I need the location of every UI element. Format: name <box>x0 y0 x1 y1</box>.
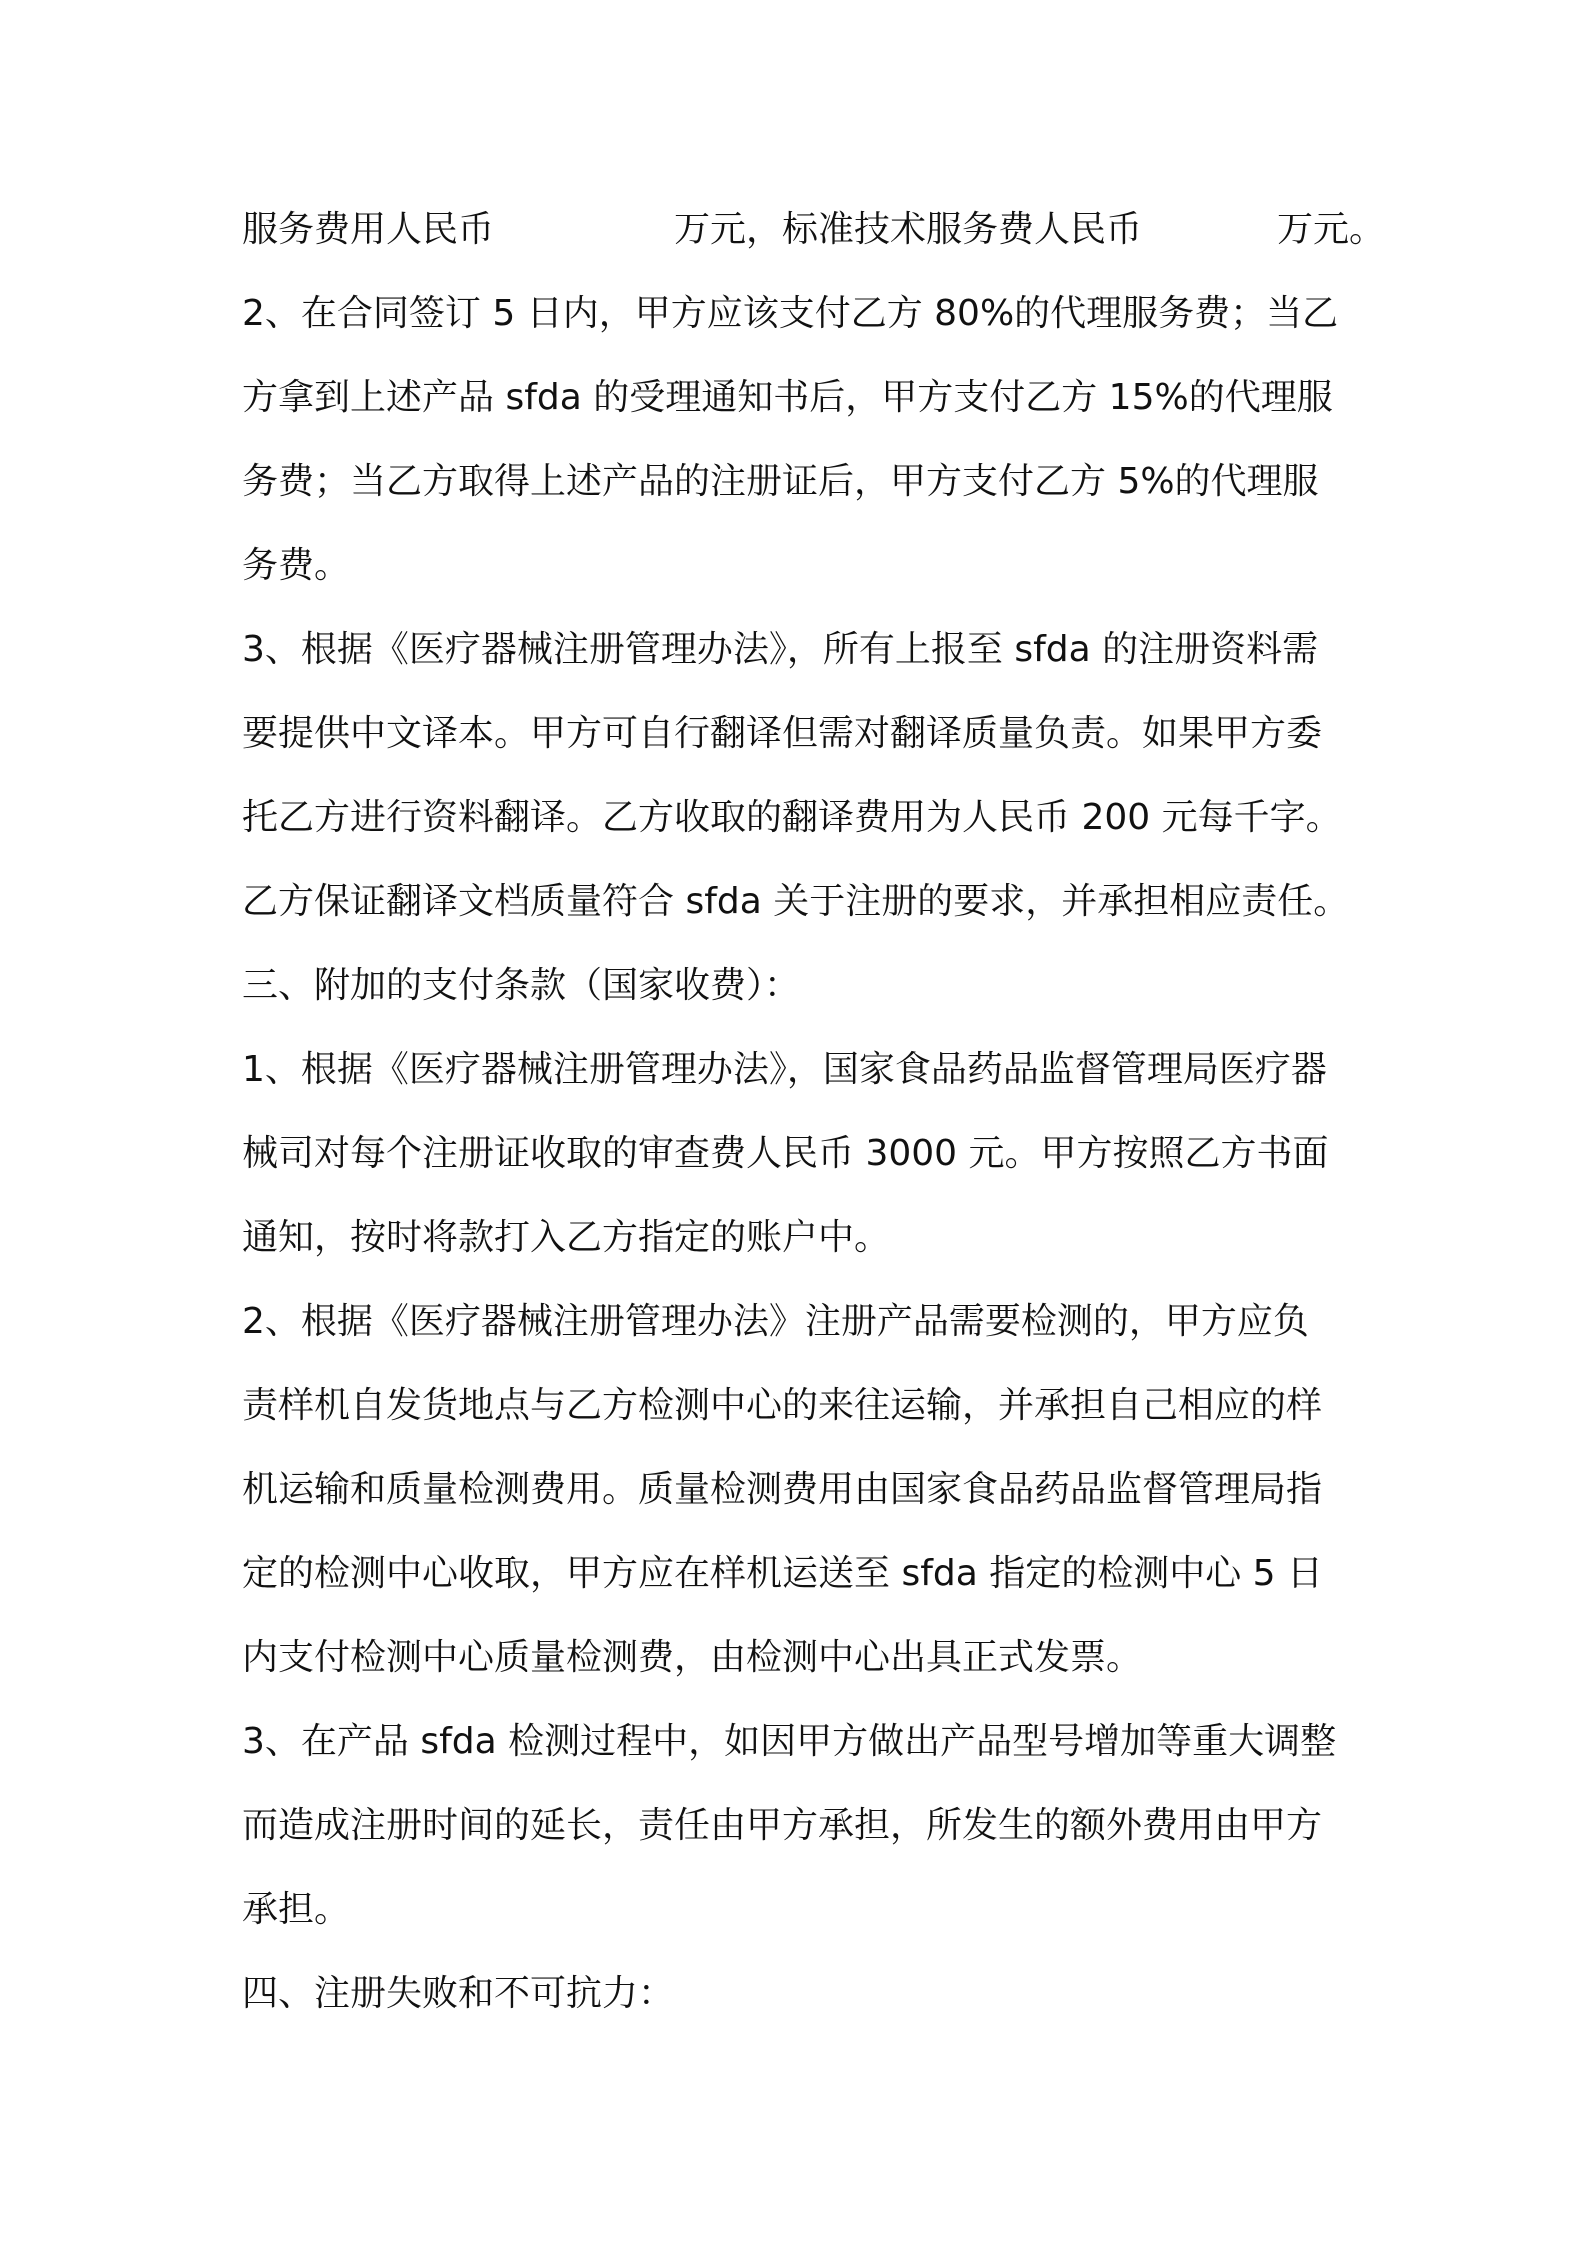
paragraph-line: 乙方保证翻译文档质量符合 sfda 关于注册的要求，并承担相应责任。 <box>242 881 1350 922</box>
paragraph-line: 2、在合同签订 5 日内，甲方应该支付乙方 80%的代理服务费；当乙 <box>242 293 1339 334</box>
paragraph-line: 机运输和质量检测费用。质量检测费用由国家食品药品监督管理局指 <box>242 1469 1323 1510</box>
paragraph-line: 责样机自发货地点与乙方检测中心的来往运输，并承担自己相应的样 <box>242 1385 1323 1426</box>
paragraph-line: 方拿到上述产品 sfda 的受理通知书后，甲方支付乙方 15%的代理服 <box>242 377 1333 418</box>
paragraph-line: 托乙方进行资料翻译。乙方收取的翻译费用为人民币 200 元每千字。 <box>242 797 1342 838</box>
section-heading: 三、附加的支付条款（国家收费）： <box>242 965 801 1006</box>
paragraph-line <box>242 208 1386 252</box>
paragraph-line: 通知，按时将款打入乙方指定的账户中。 <box>242 1217 891 1258</box>
paragraph-line: 3、根据《医疗器械注册管理办法》，所有上报至 sfda 的注册资料需 <box>242 629 1319 670</box>
fee-label: 万元。 <box>1277 209 1386 250</box>
paragraph-line: 3、在产品 sfda 检测过程中，如因甲方做出产品型号增加等重大调整 <box>242 1721 1337 1762</box>
paragraph-line: 承担。 <box>242 1889 351 1930</box>
paragraph-line: 要提供中文译本。甲方可自行翻译但需对翻译质量负责。如果甲方委 <box>242 713 1323 754</box>
fee-label: 服务费用人民币 <box>242 209 495 250</box>
paragraph-line: 务费；当乙方取得上述产品的注册证后，甲方支付乙方 5%的代理服 <box>242 461 1319 502</box>
paragraph-line: 械司对每个注册证收取的审查费人民币 3000 元。甲方按照乙方书面 <box>242 1133 1329 1174</box>
paragraph-line: 而造成注册时间的延长，责任由甲方承担，所发生的额外费用由甲方 <box>242 1805 1323 1846</box>
section-heading: 四、注册失败和不可抗力： <box>242 1973 675 2014</box>
fee-label: 万元，标准技术服务费人民币 <box>674 209 1143 250</box>
paragraph-line: 2、根据《医疗器械注册管理办法》注册产品需要检测的，甲方应负 <box>242 1301 1309 1342</box>
paragraph-line: 定的检测中心收取，甲方应在样机运送至 sfda 指定的检测中心 5 日 <box>242 1553 1324 1594</box>
paragraph-line: 内支付检测中心质量检测费，由检测中心出具正式发票。 <box>242 1637 1143 1678</box>
paragraph-line: 1、根据《医疗器械注册管理办法》，国家食品药品监督管理局医疗器 <box>242 1049 1327 1090</box>
paragraph-line: 务费。 <box>242 545 351 586</box>
